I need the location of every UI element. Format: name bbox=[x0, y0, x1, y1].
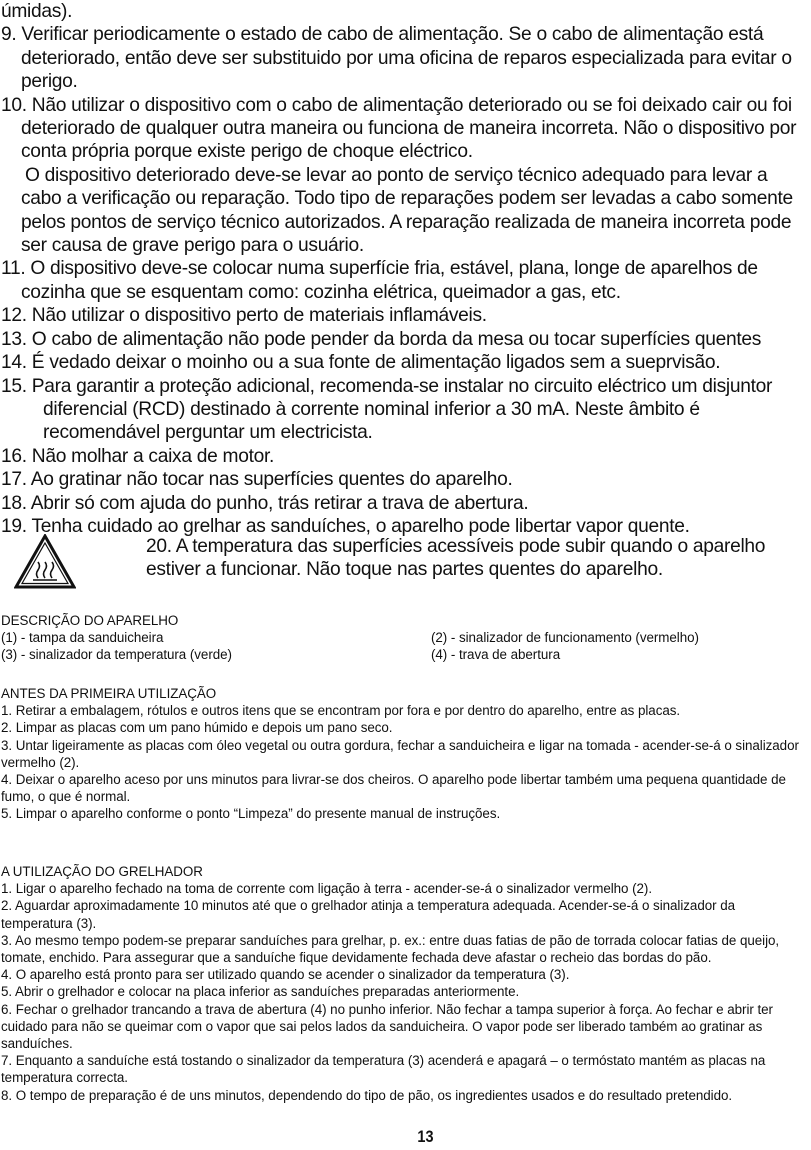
safety-item-16: 16. Não molhar a caixa de motor. bbox=[1, 445, 275, 467]
part-3: (3) - sinalizador da temperatura (verde) bbox=[1, 647, 232, 663]
safety-item-10: 10. Não utilizar o dispositivo com o cabo de alimentação deteriorado ou se foi deixado cair ou foi deteriorado de qualquer outra maneira ou funciona de maneira incorreta. Não o dispositivo por conta própria porque existe perigo de choque eléctrico. bbox=[1, 94, 797, 163]
usage-step-3: 3. Ao mesmo tempo podem-se preparar sanduíches para grelhar, p. ex.: entre duas fatias de pão de torrada colocar fatias de queijo, tomate, enchido. Para assegurar que a sanduíche fique devidamente fechada deve afastar o recheio das bordas do pão. bbox=[1, 932, 780, 966]
usage-title: A UTILIZAÇÃO DO GRELHADOR bbox=[1, 864, 203, 879]
device-description bbox=[1, 612, 807, 664]
page-number: 13 bbox=[417, 1127, 434, 1146]
usage-step-1: 1. Ligar o aparelho fechado na toma de corrente com ligação à terra - acender-se-á o sinalizador vermelho (2). bbox=[1, 881, 652, 897]
safety-item-19: 19. Tenha cuidado ao grelhar as sanduíches, o aparelho pode libertar vapor quente. bbox=[1, 515, 690, 537]
part-1: (1) - tampa da sanduicheira bbox=[1, 630, 164, 646]
safety-item-17: 17. Ao gratinar não tocar nas superfícies quentes do aparelho. bbox=[1, 469, 513, 491]
safety-instructions bbox=[1, 0, 811, 538]
first-use-title: ANTES DA PRIMEIRA UTILIZAÇÃO bbox=[1, 686, 217, 701]
grill-usage bbox=[1, 863, 807, 1104]
first-use-step-4: 4. Deixar o aparelho aceso por uns minutos para livrar-se dos cheiros. O aparelho pode libertar também uma pequena quantidade de fumo, o que é normal. bbox=[1, 772, 786, 805]
safety-item-10-note: O dispositivo deteriorado deve-se levar ao ponto de serviço técnico adequado para levar a cabo a verificação ou reparação. Todo tipo de reparações podem ser levadas a cabo somente pelos pontos de serviço técnico autorizados. A reparação realizada de maneira incorreta pode ser causa de grave perigo para o usuário. bbox=[21, 164, 793, 257]
part-4: (4) - trava de abertura bbox=[431, 647, 561, 663]
usage-step-4: 4. O aparelho está pronto para ser utilizado quando se acender o sinalizador da temperatura (3). bbox=[1, 967, 570, 983]
safety-continuation: úmidas). bbox=[1, 1, 73, 22]
hot-surface-warning-icon bbox=[14, 534, 76, 590]
first-use-step-3: 3. Untar ligeiramente as placas com óleo vegetal ou outra gordura, fechar a sanduicheira e ligar na tomada - acender-se-á o sinalizador vermelho (2). bbox=[1, 737, 799, 770]
first-use-step-2: 2. Limpar as placas com um pano húmido e depois um pano seco. bbox=[1, 720, 393, 736]
usage-step-5: 5. Abrir o grelhador e colocar na placa inferior as sanduíches preparadas anteriormente. bbox=[1, 984, 520, 1000]
safety-item-18: 18. Abrir só com ajuda do punho, trás retirar a trava de abertura. bbox=[1, 492, 529, 514]
safety-item-13: 13. O cabo de alimentação não pode pender da borda da mesa ou tocar superfícies quentes bbox=[1, 328, 762, 350]
safety-item-11: 11. O dispositivo deve-se colocar numa superfície fria, estável, plana, longe de aparelhos de cozinha que se esquentam como: cozinha elétrica, queimador a gas, etc. bbox=[1, 258, 758, 303]
usage-step-8: 8. O tempo de preparação é de uns minutos, dependendo do tipo de pão, os ingredientes usados e do resultado pretendido. bbox=[1, 1087, 733, 1103]
safety-item-9: 9. Verificar periodicamente o estado de cabo de alimentação. Se o cabo de alimentação está deteriorado, então deve ser substituido por uma oficina de reparos especializada para evitar o perigo. bbox=[1, 24, 792, 93]
first-use-step-5: 5. Limpar o aparelho conforme o ponto “Limpeza” do presente manual de instruções. bbox=[1, 806, 501, 822]
safety-item-20-text: 20. A temperatura das superfícies acessíveis pode subir quando o aparelho estiver a funcionar. Não toque nas partes quentes do aparelho. bbox=[146, 536, 766, 581]
first-use-step-1: 1. Retirar a embalagem, rótulos e outros itens que se encontram por fora e por dentro do aparelho, entre as placas. bbox=[1, 703, 681, 719]
safety-item-14: 14. É vedado deixar o moinho ou a sua fonte de alimentação ligados sem a sueprvisão. bbox=[1, 352, 721, 374]
usage-step-7: 7. Enquanto a sanduíche está tostando o sinalizador da temperatura (3) acenderá e apagará – o termóstato mantém as placas na temperatura correcta. bbox=[1, 1053, 766, 1086]
safety-item-15: 15. Para garantir a proteção adicional, recomenda-se instalar no circuito eléctrico um disjuntor diferencial (RCD) destinado à corrente nominal inferior a 30 mA. Neste âmbito é recomendável perguntar um electricista. bbox=[1, 375, 773, 444]
usage-step-6: 6. Fechar o grelhador trancando a trava de abertura (4) no punho inferior. Não fechar a tampa superior à força. Ao fechar e abrir ter cuidado para não se queimar com o vapor que sai pelos lados da sanduicheira. O vapor pode ser liberado também ao gratinar as sanduíches. bbox=[1, 1001, 773, 1052]
description-title: DESCRIÇÃO DO APARELHO bbox=[1, 613, 179, 628]
usage-step-2: 2. Aguardar aproximadamente 10 minutos até que o grelhador atinja a temperatura adequada. Acender-se-á o sinalizador da temperatura (3). bbox=[1, 898, 735, 931]
before-first-use bbox=[1, 685, 807, 823]
safety-item-12: 12. Não utilizar o dispositivo perto de materiais inflamáveis. bbox=[1, 305, 487, 327]
safety-item-20 bbox=[146, 535, 806, 582]
part-2: (2) - sinalizador de funcionamento (vermelho) bbox=[431, 630, 699, 646]
